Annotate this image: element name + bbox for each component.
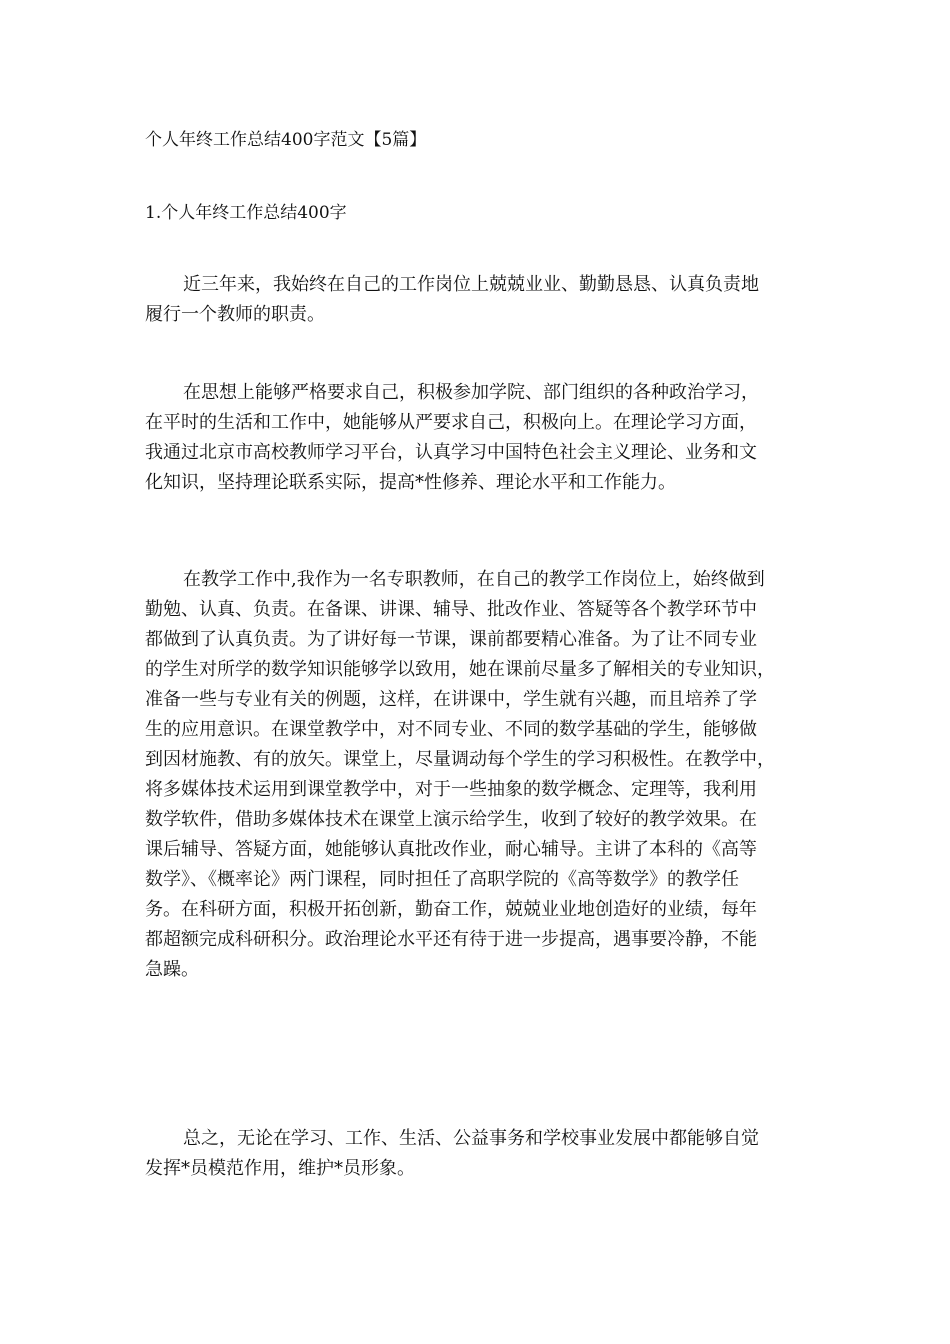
paragraph-line: 化知识，坚持理论联系实际，提高*性修养、理论水平和工作能力。 xyxy=(145,472,676,493)
section-heading: 1.个人年终工作总结400字 xyxy=(145,203,347,223)
paragraph-line: 近三年来，我始终在自己的工作岗位上兢兢业业、勤勤恳恳、认真负责地 xyxy=(183,274,759,295)
paragraph-2 xyxy=(145,378,810,498)
paragraph-line: 我通过北京市高校教师学习平台，认真学习中国特色社会主义理论、业务和文 xyxy=(145,442,757,463)
paragraph-line: 在思想上能够严格要求自己，积极参加学院、部门组织的各种政治学习， xyxy=(183,382,759,403)
paragraph-4 xyxy=(145,1124,810,1184)
paragraph-line: 课后辅导、答疑方面，她能够认真批改作业，耐心辅导。主讲了本科的《高等 xyxy=(145,839,757,860)
paragraph-line: 准备一些与专业有关的例题，这样，在讲课中，学生就有兴趣，而且培养了学 xyxy=(145,689,757,710)
paragraph-line: 在教学工作中,我作为一名专职教师，在自己的教学工作岗位上，始终做到 xyxy=(183,569,765,590)
paragraph-line: 在平时的生活和工作中，她能够从严要求自己，积极向上。在理论学习方面， xyxy=(145,412,757,433)
paragraph-line: 总之，无论在学习、工作、生活、公益事务和学校事业发展中都能够自觉 xyxy=(183,1128,759,1149)
paragraph-line: 都做到了认真负责。为了讲好每一节课，课前都要精心准备。为了让不同专业 xyxy=(145,629,757,650)
paragraph-line: 将多媒体技术运用到课堂教学中，对于一些抽象的数学概念、定理等，我利用 xyxy=(145,779,757,800)
paragraph-line: 发挥*员模范作用，维护*员形象。 xyxy=(145,1158,415,1179)
paragraph-1 xyxy=(145,270,810,330)
document-title: 个人年终工作总结400字范文【5篇】 xyxy=(145,130,427,150)
paragraph-line: 勤勉、认真、负责。在备课、讲课、辅导、批改作业、答疑等各个教学环节中 xyxy=(145,599,757,620)
paragraph-line: 数学》、《概率论》两门课程，同时担任了高职学院的《高等数学》的教学任 xyxy=(145,869,739,890)
paragraph-line: 务。在科研方面，积极开拓创新，勤奋工作，兢兢业业地创造好的业绩，每年 xyxy=(145,899,757,920)
paragraph-line: 的学生对所学的数学知识能够学以致用，她在课前尽量多了解相关的专业知识， xyxy=(145,659,775,680)
paragraph-3 xyxy=(145,565,810,985)
paragraph-line: 都超额完成科研积分。政治理论水平还有待于进一步提高，遇事要冷静，不能 xyxy=(145,929,757,950)
paragraph-line: 数学软件，借助多媒体技术在课堂上演示给学生，收到了较好的教学效果。在 xyxy=(145,809,757,830)
paragraph-line: 急躁。 xyxy=(145,959,199,980)
paragraph-line: 生的应用意识。在课堂教学中，对不同专业、不同的数学基础的学生，能够做 xyxy=(145,719,757,740)
paragraph-line: 到因材施教、有的放矢。课堂上，尽量调动每个学生的学习积极性。在教学中， xyxy=(145,749,775,770)
paragraph-line: 履行一个教师的职责。 xyxy=(145,304,325,325)
